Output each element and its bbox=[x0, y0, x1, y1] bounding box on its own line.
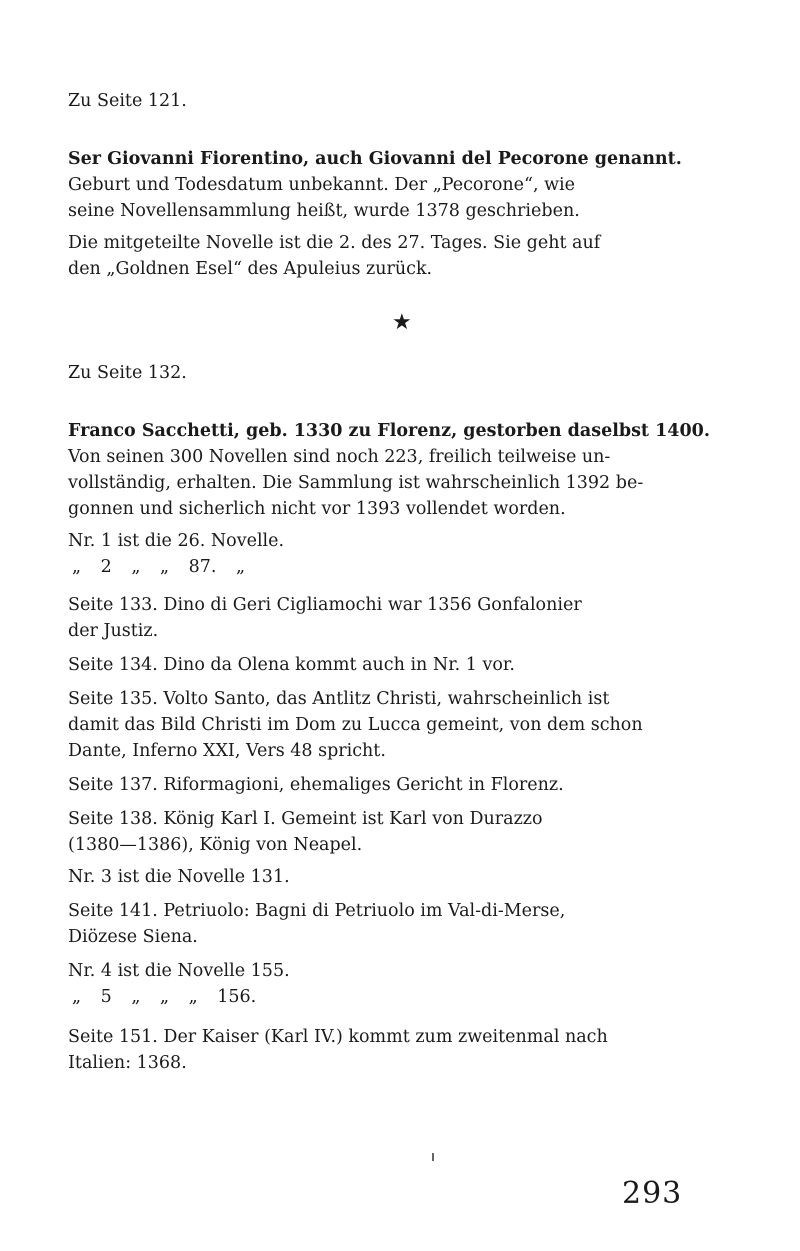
text-line: Franco Sacchetti, geb. 1330 zu Florenz, gestorben daselbst 1400. bbox=[68, 421, 710, 441]
text-line: „ 5 „ „ „ 156. bbox=[72, 987, 257, 1007]
text-line: Geburt und Todesdatum unbekannt. Der „Pecorone“, wie bbox=[68, 175, 575, 195]
text-line: damit das Bild Christi im Dom zu Lucca gemeint, von dem schon bbox=[68, 715, 643, 735]
page-number: 293 bbox=[622, 1176, 683, 1211]
text-line: Seite 134. Dino da Olena kommt auch in Nr. 1 vor. bbox=[68, 655, 515, 675]
text-line: Seite 133. Dino di Geri Cigliamochi war 1356 Gonfalonier bbox=[68, 595, 582, 615]
section-header: Zu Seite 121. bbox=[68, 91, 187, 111]
text-line: Seite 151. Der Kaiser (Karl IV.) kommt zum zweitenmal nach bbox=[68, 1027, 608, 1047]
text-line: Nr. 1 ist die 26. Novelle. bbox=[68, 531, 285, 551]
print-mark bbox=[432, 1153, 434, 1161]
text-line: Seite 141. Petriuolo: Bagni di Petriuolo im Val-di-Merse, bbox=[68, 901, 566, 921]
text-line: Seite 135. Volto Santo, das Antlitz Christi, wahrscheinlich ist bbox=[68, 689, 610, 709]
text-line: der Justiz. bbox=[68, 621, 159, 641]
text-line: gonnen und sicherlich nicht vor 1393 vollendet worden. bbox=[68, 499, 566, 519]
text-line: Nr. 4 ist die Novelle 155. bbox=[68, 961, 290, 981]
text-line: Ser Giovanni Fiorentino, auch Giovanni del Pecorone genannt. bbox=[68, 149, 682, 169]
text-line: „ 2 „ „ 87. „ bbox=[72, 557, 246, 577]
text-line: Nr. 3 ist die Novelle 131. bbox=[68, 867, 290, 887]
text-line: vollständig, erhalten. Die Sammlung ist wahrscheinlich 1392 be- bbox=[68, 473, 644, 493]
text-line: Dante, Inferno XXI, Vers 48 spricht. bbox=[68, 741, 386, 761]
text-line: den „Goldnen Esel“ des Apuleius zurück. bbox=[68, 259, 433, 279]
text-line: Die mitgeteilte Novelle ist die 2. des 27. Tages. Sie geht auf bbox=[68, 233, 601, 253]
text-line: Diözese Siena. bbox=[68, 927, 198, 947]
section-header: Zu Seite 132. bbox=[68, 363, 187, 383]
text-line: Von seinen 300 Novellen sind noch 223, freilich teilweise un- bbox=[68, 447, 611, 467]
text-line: (1380—1386), König von Neapel. bbox=[68, 835, 363, 855]
star-separator: ★ bbox=[392, 310, 412, 335]
text-line: Seite 137. Riformagioni, ehemaliges Gericht in Florenz. bbox=[68, 775, 564, 795]
text-line: Italien: 1368. bbox=[68, 1053, 187, 1073]
text-line: Seite 138. König Karl I. Gemeint ist Karl von Durazzo bbox=[68, 809, 543, 829]
text-line: seine Novellensammlung heißt, wurde 1378 geschrieben. bbox=[68, 201, 580, 221]
